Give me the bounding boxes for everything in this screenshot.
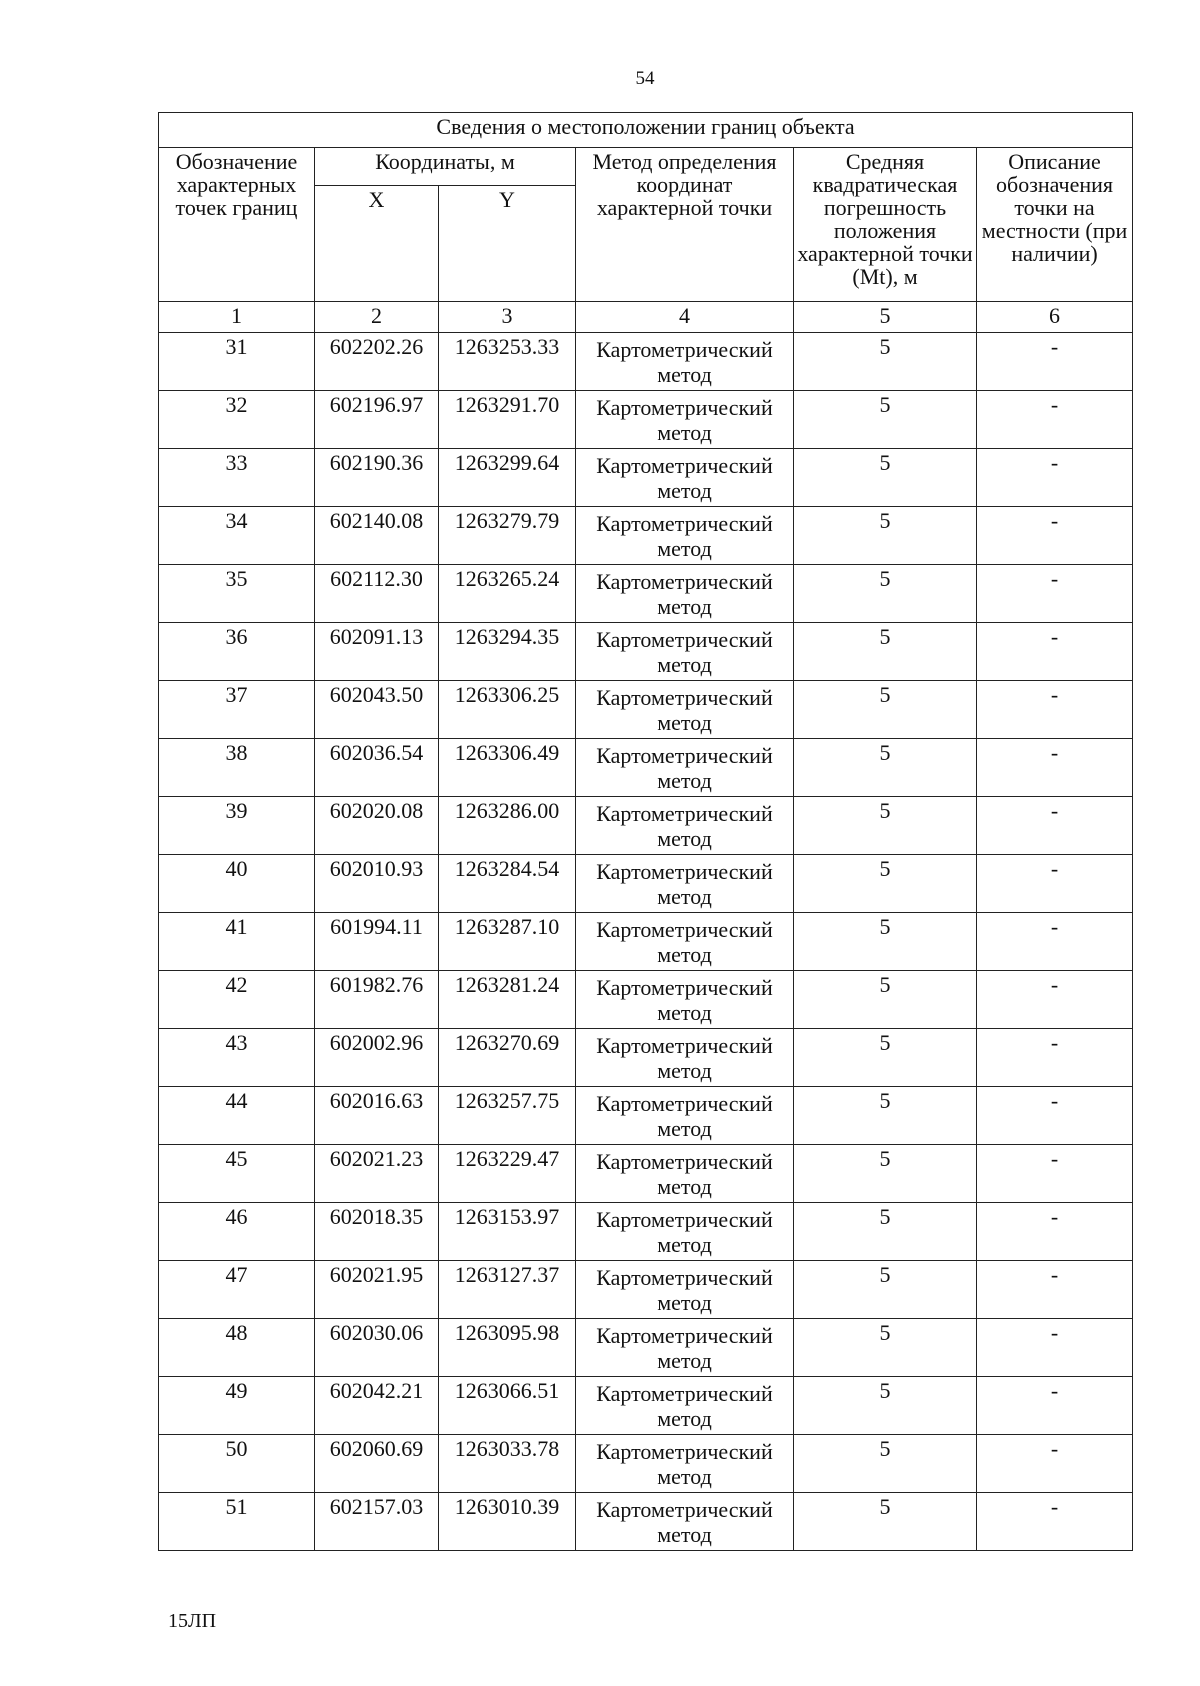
cell-error: 5 <box>794 1377 977 1435</box>
cell-x: 602021.95 <box>315 1261 439 1319</box>
cell-x: 602043.50 <box>315 681 439 739</box>
cell-error: 5 <box>794 681 977 739</box>
cell-description: - <box>977 449 1133 507</box>
cell-point: 44 <box>159 1087 315 1145</box>
cell-error: 5 <box>794 1319 977 1377</box>
cell-description: - <box>977 333 1133 391</box>
cell-point: 48 <box>159 1319 315 1377</box>
table-row <box>159 1377 1133 1435</box>
cell-description: - <box>977 507 1133 565</box>
cell-point: 51 <box>159 1493 315 1551</box>
cell-y: 1263257.75 <box>439 1087 576 1145</box>
cell-point: 47 <box>159 1261 315 1319</box>
cell-y: 1263265.24 <box>439 565 576 623</box>
table-row <box>159 971 1133 1029</box>
cell-error: 5 <box>794 739 977 797</box>
cell-error: 5 <box>794 1261 977 1319</box>
cell-x: 602202.26 <box>315 333 439 391</box>
cell-x: 602021.23 <box>315 1145 439 1203</box>
cell-x: 602020.08 <box>315 797 439 855</box>
header-method: Метод определения координат характерной точки <box>576 148 794 302</box>
cell-description: - <box>977 565 1133 623</box>
cell-point: 41 <box>159 913 315 971</box>
cell-method: Картометрический метод <box>576 1261 794 1319</box>
cell-x: 602042.21 <box>315 1377 439 1435</box>
cell-method: Картометрический метод <box>576 1087 794 1145</box>
cell-description: - <box>977 913 1133 971</box>
cell-y: 1263229.47 <box>439 1145 576 1203</box>
cell-point: 45 <box>159 1145 315 1203</box>
cell-y: 1263127.37 <box>439 1261 576 1319</box>
cell-y: 1263270.69 <box>439 1029 576 1087</box>
cell-description: - <box>977 1203 1133 1261</box>
cell-point: 43 <box>159 1029 315 1087</box>
cell-x: 602010.93 <box>315 855 439 913</box>
cell-method: Картометрический метод <box>576 739 794 797</box>
cell-x: 602091.13 <box>315 623 439 681</box>
cell-y: 1263279.79 <box>439 507 576 565</box>
cell-y: 1263286.00 <box>439 797 576 855</box>
table-row <box>159 1203 1133 1261</box>
cell-method: Картометрический метод <box>576 449 794 507</box>
cell-error: 5 <box>794 1087 977 1145</box>
table-row <box>159 1493 1133 1551</box>
cell-point: 33 <box>159 449 315 507</box>
cell-method: Картометрический метод <box>576 681 794 739</box>
table-row <box>159 333 1133 391</box>
cell-x: 602112.30 <box>315 565 439 623</box>
cell-method: Картометрический метод <box>576 565 794 623</box>
cell-description: - <box>977 797 1133 855</box>
cell-description: - <box>977 739 1133 797</box>
cell-method: Картометрический метод <box>576 1493 794 1551</box>
cell-method: Картометрический метод <box>576 1319 794 1377</box>
cell-x: 602018.35 <box>315 1203 439 1261</box>
cell-y: 1263010.39 <box>439 1493 576 1551</box>
cell-y: 1263281.24 <box>439 971 576 1029</box>
table-body <box>159 333 1133 1551</box>
cell-point: 36 <box>159 623 315 681</box>
cell-description: - <box>977 391 1133 449</box>
cell-point: 42 <box>159 971 315 1029</box>
table-row <box>159 1435 1133 1493</box>
table-title: Сведения о местоположении границ объекта <box>159 113 1133 148</box>
cell-x: 602016.63 <box>315 1087 439 1145</box>
cell-error: 5 <box>794 1203 977 1261</box>
cell-y: 1263253.33 <box>439 333 576 391</box>
cell-y: 1263153.97 <box>439 1203 576 1261</box>
cell-error: 5 <box>794 565 977 623</box>
header-description: Описание обозначения точки на местности (при наличии) <box>977 148 1133 302</box>
cell-point: 34 <box>159 507 315 565</box>
cell-x: 602190.36 <box>315 449 439 507</box>
cell-x: 602036.54 <box>315 739 439 797</box>
cell-method: Картометрический метод <box>576 797 794 855</box>
cell-method: Картометрический метод <box>576 391 794 449</box>
cell-x: 602030.06 <box>315 1319 439 1377</box>
cell-error: 5 <box>794 913 977 971</box>
table-row <box>159 797 1133 855</box>
cell-method: Картометрический метод <box>576 1029 794 1087</box>
cell-x: 602157.03 <box>315 1493 439 1551</box>
header-coordinates: Координаты, м <box>315 148 576 186</box>
cell-point: 40 <box>159 855 315 913</box>
cell-y: 1263066.51 <box>439 1377 576 1435</box>
cell-x: 602140.08 <box>315 507 439 565</box>
cell-y: 1263306.25 <box>439 681 576 739</box>
column-number: 3 <box>439 302 576 333</box>
cell-y: 1263291.70 <box>439 391 576 449</box>
table-row <box>159 449 1133 507</box>
cell-error: 5 <box>794 855 977 913</box>
page-number: 54 <box>635 68 655 89</box>
table-row <box>159 1319 1133 1377</box>
footer-code: 15ЛП <box>168 1610 217 1632</box>
header-point-designation: Обозначение характерных точек границ <box>159 148 315 302</box>
cell-point: 32 <box>159 391 315 449</box>
cell-y: 1263294.35 <box>439 623 576 681</box>
cell-point: 49 <box>159 1377 315 1435</box>
cell-x: 601994.11 <box>315 913 439 971</box>
cell-error: 5 <box>794 1493 977 1551</box>
cell-description: - <box>977 1493 1133 1551</box>
cell-y: 1263299.64 <box>439 449 576 507</box>
cell-description: - <box>977 1435 1133 1493</box>
cell-x: 602002.96 <box>315 1029 439 1087</box>
header-error: Средняя квадратическая погрешность положения характерной точки (Mt), м <box>794 148 977 302</box>
table-row <box>159 1029 1133 1087</box>
table-row <box>159 855 1133 913</box>
cell-point: 38 <box>159 739 315 797</box>
cell-method: Картометрический метод <box>576 913 794 971</box>
cell-method: Картометрический метод <box>576 333 794 391</box>
cell-method: Картометрический метод <box>576 1377 794 1435</box>
cell-description: - <box>977 1261 1133 1319</box>
table-row <box>159 623 1133 681</box>
cell-error: 5 <box>794 623 977 681</box>
cell-description: - <box>977 623 1133 681</box>
cell-method: Картометрический метод <box>576 1145 794 1203</box>
cell-y: 1263095.98 <box>439 1319 576 1377</box>
cell-x: 601982.76 <box>315 971 439 1029</box>
cell-point: 50 <box>159 1435 315 1493</box>
table-row <box>159 913 1133 971</box>
column-number: 4 <box>576 302 794 333</box>
cell-y: 1263033.78 <box>439 1435 576 1493</box>
cell-x: 602060.69 <box>315 1435 439 1493</box>
cell-error: 5 <box>794 1145 977 1203</box>
cell-error: 5 <box>794 449 977 507</box>
cell-method: Картометрический метод <box>576 971 794 1029</box>
column-number: 6 <box>977 302 1133 333</box>
header-x: X <box>315 186 439 302</box>
cell-x: 602196.97 <box>315 391 439 449</box>
boundary-coordinates-table <box>158 112 1133 1551</box>
cell-method: Картометрический метод <box>576 1203 794 1261</box>
cell-description: - <box>977 971 1133 1029</box>
table-row <box>159 1087 1133 1145</box>
cell-description: - <box>977 1087 1133 1145</box>
cell-description: - <box>977 1377 1133 1435</box>
column-number: 1 <box>159 302 315 333</box>
cell-point: 31 <box>159 333 315 391</box>
cell-y: 1263306.49 <box>439 739 576 797</box>
cell-description: - <box>977 1145 1133 1203</box>
cell-error: 5 <box>794 333 977 391</box>
table-row <box>159 1145 1133 1203</box>
cell-method: Картометрический метод <box>576 623 794 681</box>
cell-method: Картометрический метод <box>576 855 794 913</box>
cell-description: - <box>977 1319 1133 1377</box>
cell-error: 5 <box>794 507 977 565</box>
cell-point: 46 <box>159 1203 315 1261</box>
cell-method: Картометрический метод <box>576 507 794 565</box>
table-row <box>159 391 1133 449</box>
cell-y: 1263284.54 <box>439 855 576 913</box>
cell-y: 1263287.10 <box>439 913 576 971</box>
column-number: 2 <box>315 302 439 333</box>
cell-description: - <box>977 855 1133 913</box>
cell-error: 5 <box>794 1435 977 1493</box>
cell-error: 5 <box>794 1029 977 1087</box>
cell-error: 5 <box>794 971 977 1029</box>
cell-description: - <box>977 1029 1133 1087</box>
column-number: 5 <box>794 302 977 333</box>
table-row <box>159 565 1133 623</box>
cell-description: - <box>977 681 1133 739</box>
cell-point: 37 <box>159 681 315 739</box>
table-row <box>159 681 1133 739</box>
table-row <box>159 739 1133 797</box>
table-row <box>159 1261 1133 1319</box>
cell-point: 35 <box>159 565 315 623</box>
cell-point: 39 <box>159 797 315 855</box>
table-row <box>159 507 1133 565</box>
cell-error: 5 <box>794 797 977 855</box>
column-number-row <box>159 302 1133 333</box>
cell-method: Картометрический метод <box>576 1435 794 1493</box>
cell-error: 5 <box>794 391 977 449</box>
header-y: Y <box>439 186 576 302</box>
